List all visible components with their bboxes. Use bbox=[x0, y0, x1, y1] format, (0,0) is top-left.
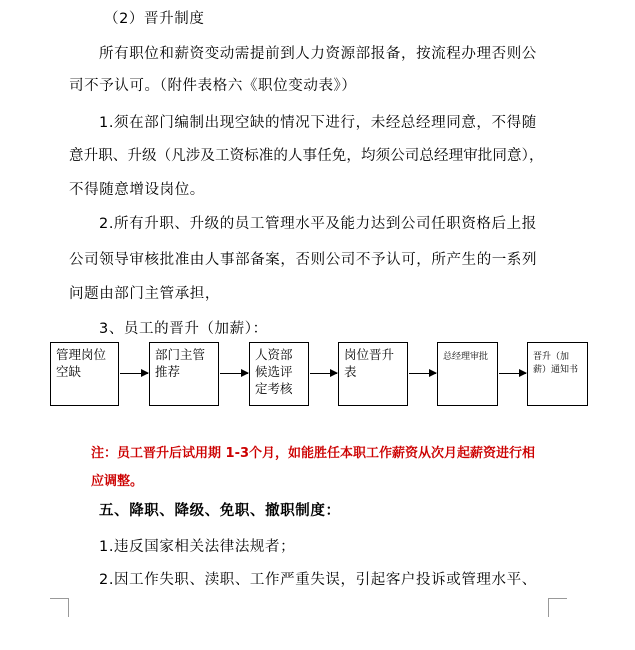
page-margin-mark-right bbox=[548, 598, 567, 617]
section-subheading: （2）晋升制度 bbox=[104, 11, 205, 27]
list-item: 2.因工作失职、渎职、工作严重失误，引起客户投诉或管理水平、 bbox=[99, 572, 537, 588]
section-heading: 五、降职、降级、免职、撤职制度： bbox=[99, 503, 341, 519]
paragraph-line: 2.所有升职、升级的员工管理水平及能力达到公司任职资格后上报 bbox=[99, 216, 537, 232]
flow-arrow bbox=[409, 373, 436, 374]
flow-box-recommend: 部门主管推荐 bbox=[149, 342, 219, 406]
flow-box-vacancy: 管理岗位空缺 bbox=[50, 342, 119, 406]
paragraph-line: 司不予认可。（附件表格六《职位变动表》） bbox=[69, 78, 357, 94]
list-item: 1.违反国家相关法律法规者； bbox=[99, 539, 296, 555]
flow-box-assessment: 人资部候选评定考核 bbox=[249, 342, 309, 406]
flow-box-notice: 晋升（加薪）通知书 bbox=[527, 342, 588, 406]
note-line: 应调整。 bbox=[91, 474, 144, 489]
flow-box-promotion-form: 岗位晋升表 bbox=[338, 342, 408, 406]
flow-caption: 3、员工的晋升（加薪）： bbox=[99, 321, 268, 337]
paragraph-line: 不得随意增设岗位。 bbox=[69, 182, 205, 198]
paragraph-line: 1.须在部门编制出现空缺的情况下进行，未经总经理同意，不得随 bbox=[99, 115, 537, 131]
paragraph-line: 意升职、升级（凡涉及工资标准的人事任免，均须公司总经理审批同意）， bbox=[69, 148, 544, 164]
paragraph-line: 所有职位和薪资变动需提前到人力资源部报备，按流程办理否则公 bbox=[99, 46, 537, 62]
flow-arrow bbox=[120, 373, 148, 374]
paragraph-line: 公司领导审核批准由人事部备案，否则公司不予认可，所产生的一系列 bbox=[69, 252, 538, 268]
flow-arrow bbox=[220, 373, 248, 374]
flow-arrow bbox=[499, 373, 526, 374]
paragraph-line: 问题由部门主管承担， bbox=[69, 286, 220, 302]
flow-arrow bbox=[310, 373, 337, 374]
page-margin-mark-left bbox=[50, 598, 69, 617]
flow-box-gm-approval: 总经理审批 bbox=[437, 342, 498, 406]
note-line: 注：员工晋升后试用期 1-3个月，如能胜任本职工作薪资从次月起薪资进行相 bbox=[91, 446, 536, 461]
